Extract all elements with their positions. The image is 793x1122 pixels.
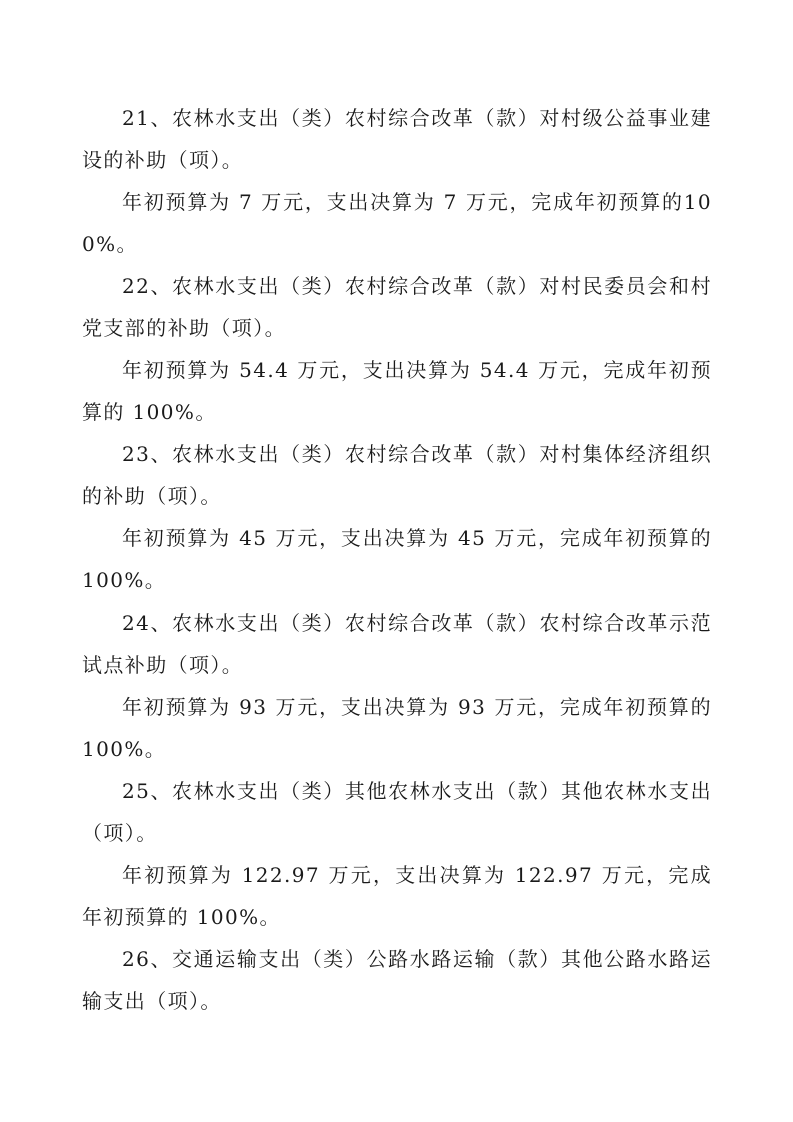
item-25-heading: 25、农林水支出（类）其他农林水支出（款）其他农林水支出（项）。 [82,779,712,845]
item-25-budget: 年初预算为 122.97 万元，支出决算为 122.97 万元，完成年初预算的 100%。 [82,863,712,929]
item-23-budget: 年初预算为 45 万元，支出决算为 45 万元，完成年初预算的100%。 [82,526,712,592]
item-21-heading: 21、农林水支出（类）农村综合改革（款）对村级公益事业建设的补助（项）。 [82,106,712,172]
item-24-budget: 年初预算为 93 万元，支出决算为 93 万元，完成年初预算的100%。 [82,695,712,761]
item-22-budget: 年初预算为 54.4 万元，支出决算为 54.4 万元，完成年初预算的 100%。 [82,358,712,424]
item-23-heading: 23、农林水支出（类）农村综合改革（款）对村集体经济组织的补助（项）。 [82,442,712,508]
item-22-heading: 22、农林水支出（类）农村综合改革（款）对村民委员会和村党支部的补助（项）。 [82,274,712,340]
item-21-budget: 年初预算为 7 万元，支出决算为 7 万元，完成年初预算的100%。 [82,190,712,256]
item-24-heading: 24、农林水支出（类）农村综合改革（款）农村综合改革示范试点补助（项）。 [82,611,712,677]
item-26-heading: 26、交通运输支出（类）公路水路运输（款）其他公路水路运输支出（项）。 [82,947,712,1013]
